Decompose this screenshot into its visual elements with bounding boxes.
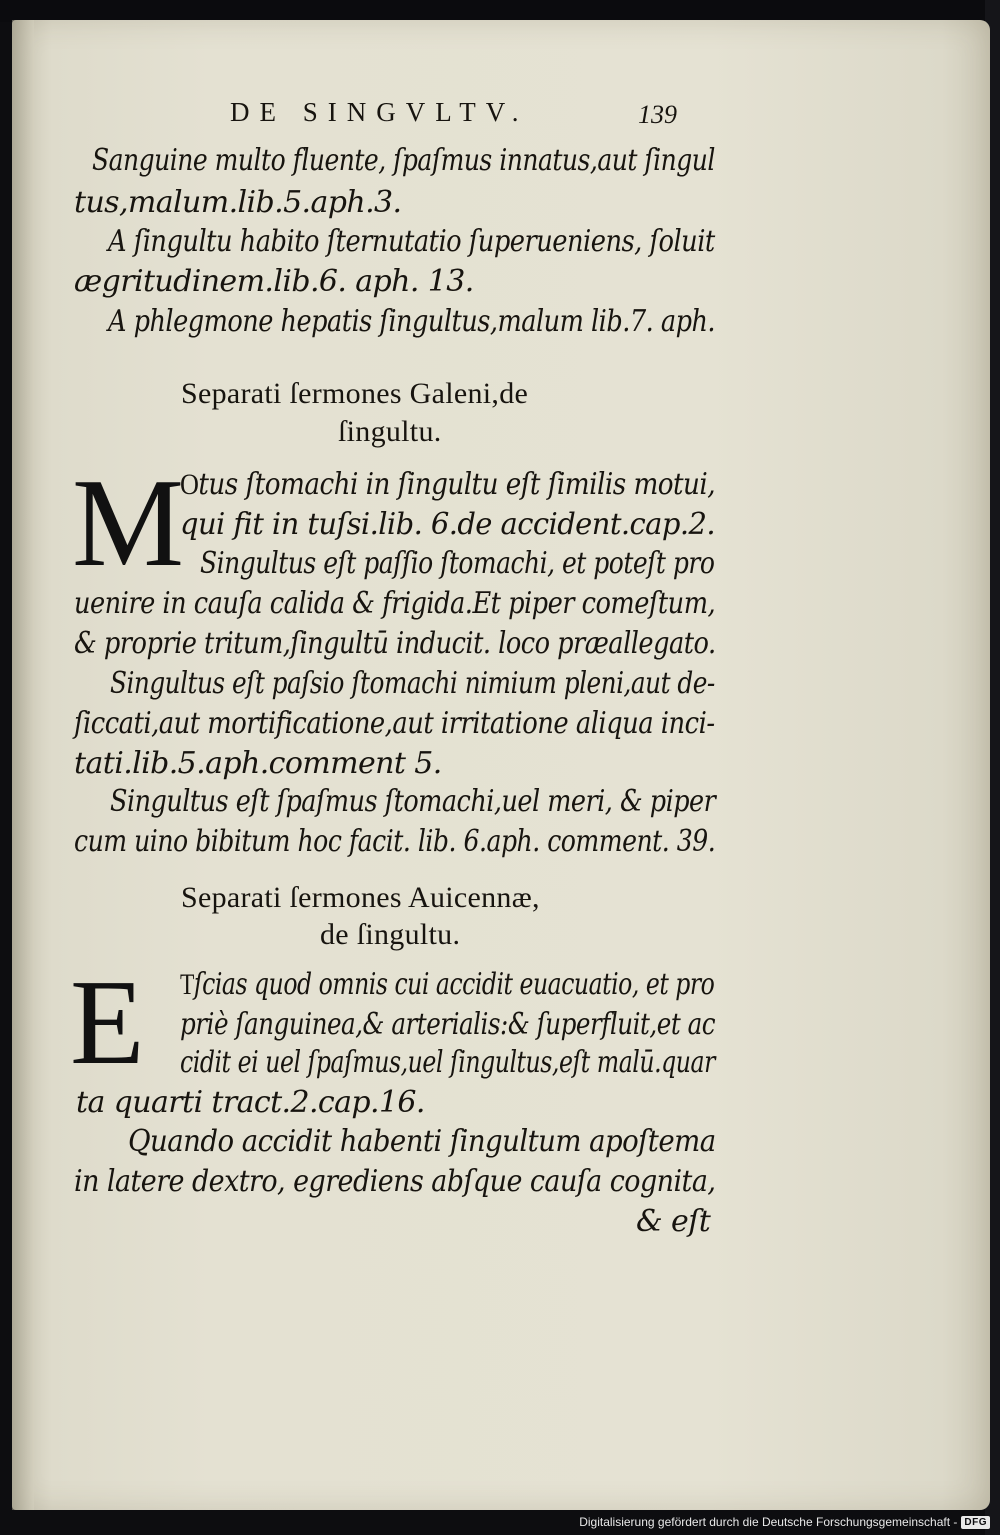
text-line [180,467,715,502]
text-line [180,967,714,1002]
text-fragment: ſcias quod omnis cui accidit euacuatio, et pro [193,967,715,1002]
text-line: ta quarti tract.2.cap.16. [76,1085,425,1120]
running-head: DE SINGVLTV. [230,97,529,127]
page-gutter-shadow [12,20,34,1510]
text-line: tati.lib.5.aph.comment 5. [74,746,442,781]
text-line: ſiccati,aut mortificatione,aut irritatione aliqua inci- [74,706,715,741]
text-line: cum uino bibitum hoc facit. lib. 6.aph. comment. 39. [74,824,716,859]
text-fragment: tus ſtomachi in ſingultu eſt ſimilis motui, [198,467,716,502]
text-line: qui fit in tuſsi.lib. 6.de accident.cap.2. [180,507,715,542]
text-line: Singultus eſt paſsio ſtomachi nimium pleni,aut de- [110,666,715,701]
digitization-credit [579,1512,990,1532]
text-line: Singultus eſt paſſio ſtomachi, et poteſt pro [200,546,715,581]
text-line: cidit ei uel ſpaſmus,uel ſingultus,eſt malū.quar [180,1045,715,1080]
text-line: Sanguine multo fluente, ſpaſmus innatus,aut ſingul [92,143,715,178]
small-capital: O [180,468,199,501]
text-line: tus,malum.lib.5.aph.3. [74,185,402,220]
section-heading-avicenna-line2: de ſingultu. [320,918,461,951]
text-line: Quando accidit habenti ſingultum apoſtema [128,1124,716,1159]
text-line: & proprie tritum,ſingultū inducit. loco præallegato. [74,626,716,661]
small-capital: T [180,968,194,1001]
drop-capital-m: M [72,454,185,593]
section-heading-galen-line2: ſingultu. [338,415,442,448]
text-line: in latere dextro, egrediens abſque cauſa cognita, [74,1164,716,1199]
text-line: uenire in cauſa calida & frigida.Et piper comeſtum, [74,586,716,621]
drop-capital-e: E [70,955,145,1090]
credit-text: Digitalisierung gefördert durch die Deutsche Forschungsgemeinschaft - [579,1515,958,1529]
dfg-logo-icon: DFG [961,1516,990,1529]
text-line: A ſingultu habito ſternutatio ſuperueniens, ſoluit [108,224,715,259]
catchword: & eſt [636,1204,711,1239]
text-line: Singultus eſt ſpaſmus ſtomachi,uel meri, & piper [110,784,716,819]
section-heading-galen: Separati ſermones Galeni,de [181,377,529,410]
text-line: A phlegmone hepatis ſingultus,malum lib.7. aph. [108,304,716,339]
page-number: 139 [638,100,677,129]
scan-top-border [0,0,1000,22]
text-line: priè ſanguinea,& arterialis:& ſuperfluit,et ac [180,1007,716,1042]
section-heading-avicenna: Separati ſermones Auicennæ, [181,881,540,914]
text-line: ægritudinem.lib.6. aph. 13. [74,264,474,299]
